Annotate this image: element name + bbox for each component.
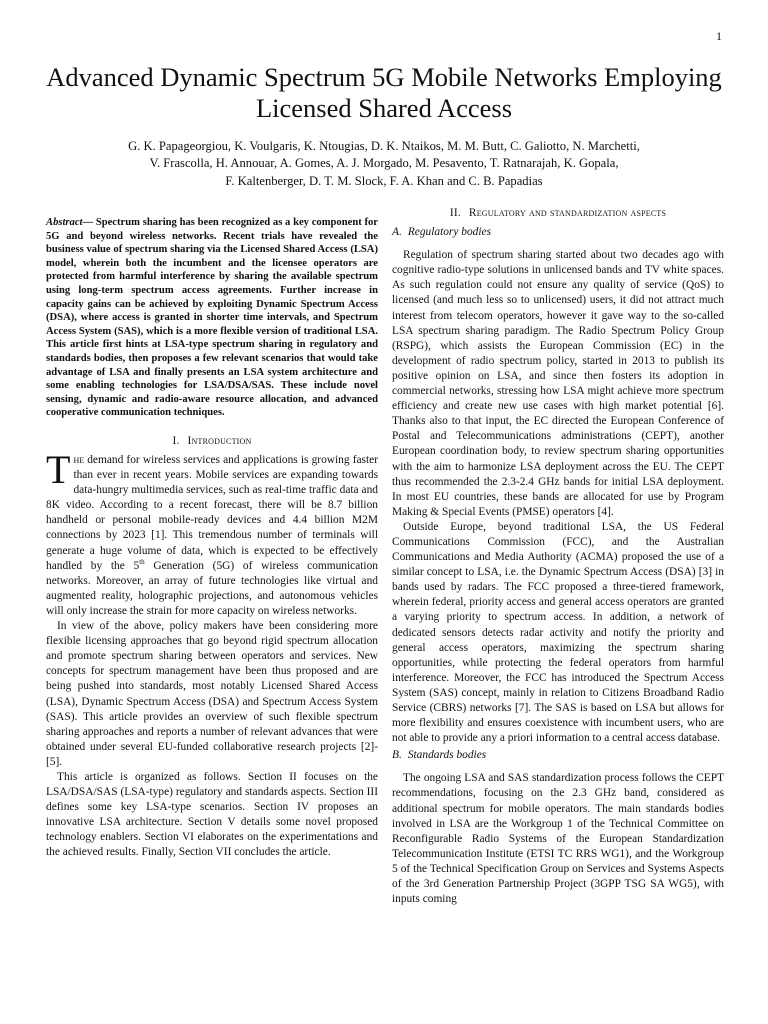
subsection-heading-standards-bodies [392, 748, 724, 763]
superscript: th [139, 557, 145, 566]
intro-paragraph-2: In view of the above, policy makers have been considering more flexible licensing approaches that go beyond rigid spectrum allocation and promote spectrum sharing between operators and services. New concepts for spectrum management have been thus proposed and are being pushed into standards, most notably Licensed Shared Access (LSA), Dynamic Spectrum Access (DSA) and Spectrum Access System (SAS). This article provides an overview of such flexible spectrum sharing approaches and reports a number of relevant advances that were obtained under several EU-funded collaborative research projects [2]-[5]. [46, 620, 378, 768]
abstract [46, 216, 378, 420]
abstract-text: — Spectrum sharing has been recognized as a key component for 5G and beyond wireless networks. Recent trials have revealed the business value of spectrum sharing via the Licensed Shared Access (LSA) model, wherein both the incumbent and the licensee operators are protected from harmful interference by sharing the available spectrum using long-term spectrum access agreements. Further increase in capacity gains can be achieved by exploiting Dynamic Spectrum Access (DSA), where access is granted in shorter time intervals, and Spectrum Access System (SAS), which is a more flexible version of traditional LSA. This article first hints at LSA-type spectrum sharing in regulatory and standards bodies, then proposes a few relevant scenarios that would take advantage of LSA and finally presents an LSA system architecture and some enabling technologies for LSA/DSA/SAS. These include novel sensing, dynamic and radio-aware resource allocation, and advanced cooperative communication techniques. [46, 217, 378, 419]
subsection-heading-regulatory-bodies [392, 225, 724, 240]
intro-paragraph-3: This article is organized as follows. Section II focuses on the LSA/DSA/SAS (LSA-type) regulatory and standards aspects. Section III defines some key LSA-type scenarios. Section IV proposes an innovative LSA architecture. Section V details some novel proposed technology enablers. Section VI elaborates on the experimentations and the achieved results. Finally, Section VII concludes the article. [46, 770, 378, 859]
section-numeral: II. [449, 207, 461, 219]
left-column [46, 216, 378, 861]
drop-cap: T [46, 447, 71, 492]
regulatory-paragraph-2: Outside Europe, beyond traditional LSA, the US Federal Communications Commission (FCC), and the Australian Communications and Media Authority (ACMA) proposed the use of a similar concept to LSA, i.e. the Dynamic Spectrum Access (DSA) [3] in bands used by radars. The FCC proposed a three-tiered framework, wherein federal, priority access and general access operators are granted a varying priority to spectrum access. In addition, a network of dedicated sensors detects radar activity and notify the priority and general access operators, maximizing the spectrum sharing opportunities, while protecting the federal operators from harmful interference. Moreover, the FCC has introduced the Spectrum Access System (SAS) concept, mainly in relation to Citizens Broadband Radio Service (CBRS) networks [7]. The SAS is based on LSA but allows for more flexibility and ensures coexistence with incumbent users, who are not able to provide any a priori information to a central access database. [392, 520, 724, 745]
subsection-title: Regulatory bodies [407, 226, 492, 239]
author-line: F. Kaltenberger, D. T. M. Slock, F. A. Khan and C. B. Papadias [225, 173, 543, 188]
author-line: G. K. Papageorgiou, K. Voulgaris, K. Ntougias, D. K. Ntaikos, M. M. Butt, C. Galiotto, N. Marchetti, [128, 139, 640, 153]
section-numeral: I. [172, 434, 180, 447]
section-title: Regulatory and standardization aspects [468, 207, 667, 219]
section-title: Introduction [187, 434, 252, 447]
paragraph-text: demand for wireless services and applications is growing faster than ever in recent years. Mobile services are expanding towards data-hungry multimedia services, such as real-time traffic data and 8K video. According to a recent forecast, there will be 8.7 billion handheld or personal mobile-ready devices and 4.4 billion M2M connections by 2023 [1]. This tremendous number of terminals will generate a huge volume of data, which is expected to be effectively handled by the 5 [46, 454, 378, 572]
regulatory-paragraph-1: Regulation of spectrum sharing started about two decades ago with cognitive radio-type solutions in unlicensed bands and TV white spaces. As such regulation could not ensure any quality of service (QoS) to licensed (and much less so to unlicensed) users, it did not attract much interest from telecom operators, however it gave way to the so-called LSA spectrum sharing paradigm. The Radio Spectrum Policy Group (RSPG), which assists the European Commission (EC) in the development of radio spectrum policy, started in 2013 to publish its positive opinion on LSA, and since then fosters its adoption in commercial networks, stressing how LSA might achieve more spectrum efficiency and create new use cases with high market potential [6]. Thanks also to that input, the EC directed the European Conference of Postal and Telecommunications administrations (CEPT), another European coordination body, to review spectrum sharing opportunities with the aim to harmonize LSA deployment across the EU. The CEPT thus recommended the 2.3-2.4 GHz bands for initial LSA deployment. In most EU countries, these bands are allocated for use by Program Making & Special Events (PMSE) operators [4]. [392, 249, 724, 518]
author-line: V. Frascolla, H. Annouar, A. Gomes, A. J. Morgado, M. Pesavento, T. Ratnarajah, K. Gopala, [149, 156, 619, 171]
subsection-title: Standards bodies [407, 749, 487, 762]
paper-title: Advanced Dynamic Spectrum 5G Mobile Networks Employing Licensed Shared Access [46, 62, 722, 123]
section-heading-regulatory [392, 206, 724, 221]
drop-cap-rest: he [73, 454, 85, 466]
section-heading-introduction [46, 434, 378, 449]
subsection-letter: B. [392, 749, 402, 762]
right-column [392, 206, 724, 907]
standards-paragraph-1: The ongoing LSA and SAS standardization process follows the CEPT recommendations, focusing on the 2.3 GHz band, considered as additional spectrum for mobile operators. The main standards bodies involved in LSA are the Workgroup 1 of the Technical Committee on Reconfigurable Radio Systems of the European Standardization Telecommunication Institute (ETSI TC RRS WG1), and the Workgroup 5 of the Technical Specification Group on Services and Systems Aspects of the 3rd Generation Partnership Project (3GPP TSG SA WG5), with inputs coming [392, 772, 724, 906]
author-list [60, 138, 708, 190]
subsection-letter: A. [392, 226, 402, 239]
abstract-label: Abstract [46, 217, 83, 228]
paragraph-text: Generation (5G) of wireless communication networks. Moreover, an array of future technologies like virtual and augmented reality, holographic projections, and autonomous vehicles will only increase the strain for more capacity on wireless networks. [46, 559, 378, 617]
intro-paragraph-1 [46, 447, 378, 619]
page-number: 1 [716, 29, 722, 43]
